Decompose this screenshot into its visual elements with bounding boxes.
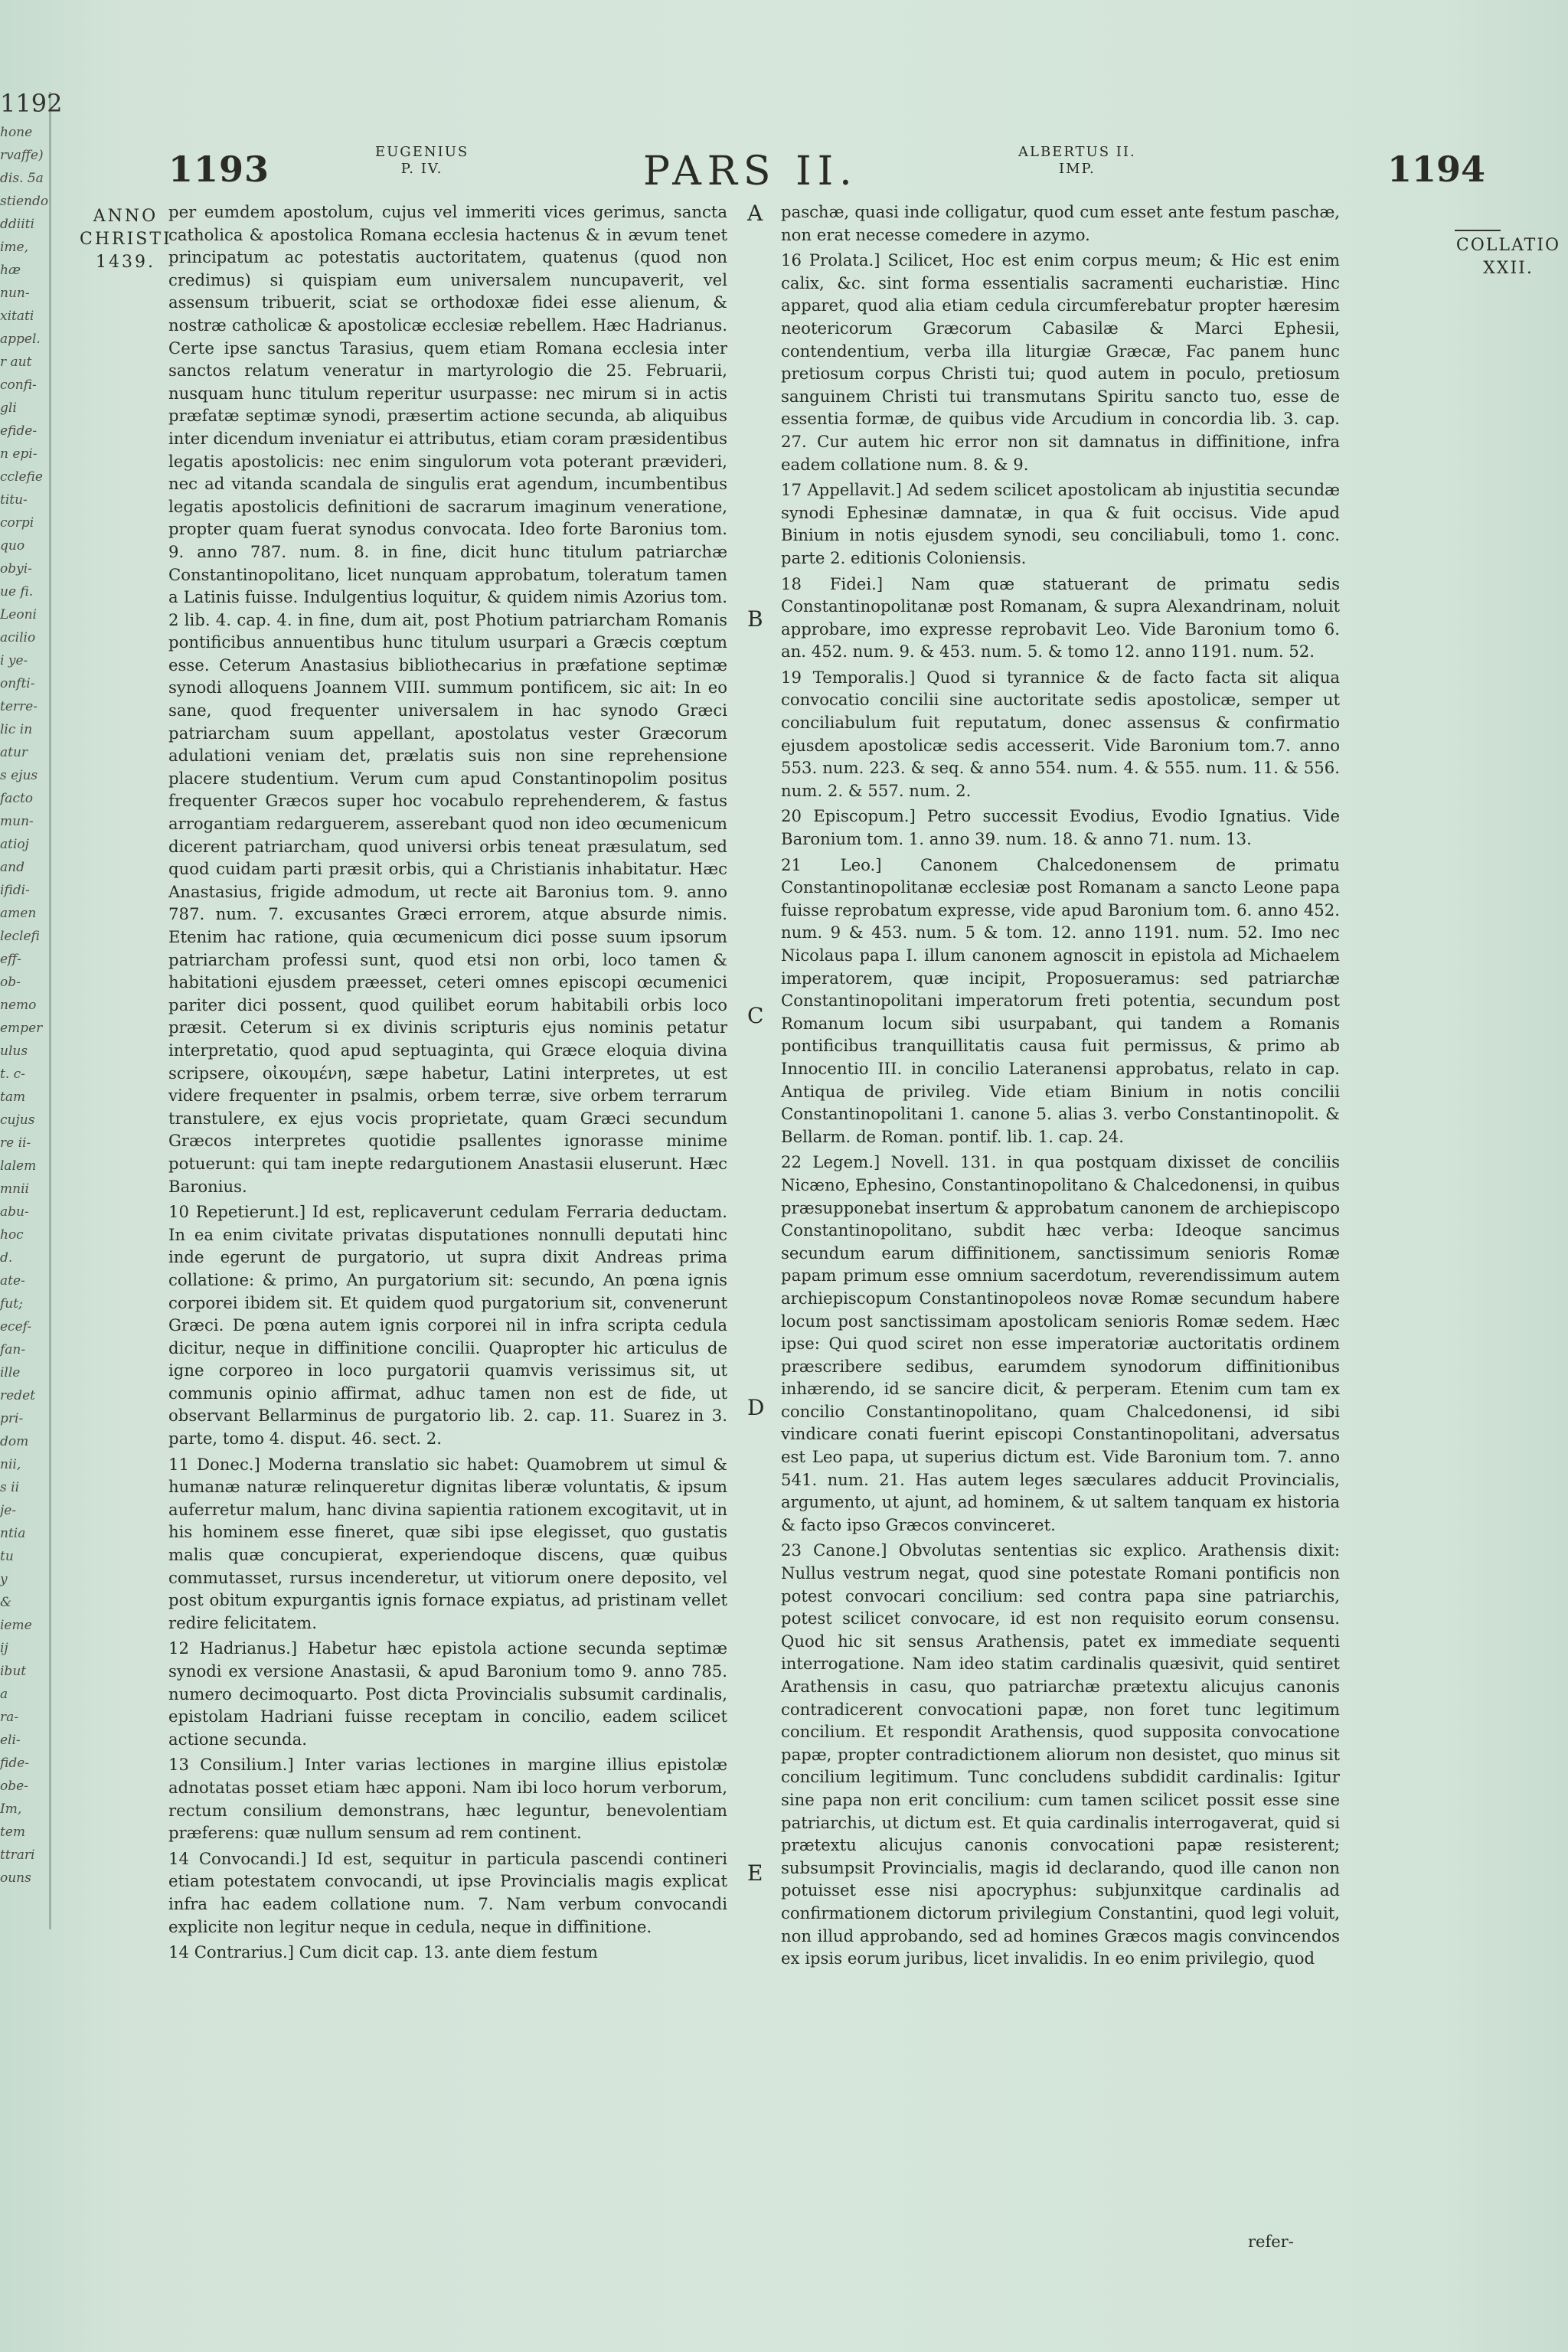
note-paragraph: 21 Leo.] Canonem Chalcedonensem de primatu Constantinopolitanæ ecclesiæ post Romanam a sancto Leone papa fuisse reprobatum expresse, vide apud Baronium tom. 6. anno 452. num. 9 & 453. num. 5 & tom. 12. anno 1191. num. 52. Imo nec Nicolaus papa I. illum canonem agnoscit in epistola ad Michaelem imperatorem, quæ incipit, Proposueramus: sed patriarchæ Constantinopolitani imperatorum freti potentia, secundum post Romanum locum sibi usurpabant, qui tandem a Romanis pontificibus tranquillitatis causa fuit permissus, & primo ab Innocentio III. in concilio Lateranensi approbatus, relato in cap. Antiqua de privileg. Vide etiam Binium in notis concilii Constantinopolitani 1. canone 5. alias 3. verbo Constantinopolit. & Bellarm. de Roman. pontif. lib. 1. cap. 24. (781, 854, 1340, 1146)
gutter-fragment: confi- (0, 377, 37, 393)
gutter-fragment: d. (0, 1250, 13, 1266)
gutter-fragment: tam (0, 1089, 26, 1105)
gutter-fragment: emper (0, 1021, 43, 1036)
note-paragraph: 16 Prolata.] Scilicet, Hoc est enim corpus meum; & Hic est enim calix, &c. sint forma essentialis sacramenti eucharistiæ. Hinc apparet, quod alia etiam cedula circumferebatur propter hæresim neotericorum Græcorum Cabasilæ & Marci Ephesii, contendentium, verba illa liturgiæ Græcæ, Fac panem hunc pretiosum corpus Christi tui; quod autem in poculo, pretiosum sanguinem Christi tui transmutans Spiritu sancto tuo, esse de essentia formæ, de quibus vide Arcudium in concordia lib. 3. cap. 27. Cur autem hic error non sit damnatus in diffinitione, infra eadem collatione num. 8. & 9. (781, 250, 1340, 474)
gutter-fragment: ecef- (0, 1319, 32, 1334)
gutter-fragment: cujus (0, 1112, 35, 1128)
gutter-fragment: atioj (0, 837, 29, 852)
gutter-fragment: ue fi. (0, 584, 34, 599)
gutter-fragment: hone (0, 125, 33, 140)
gutter-fragment: re ii- (0, 1135, 31, 1151)
gutter-fragment: eli- (0, 1733, 21, 1748)
running-head-right-title: IMP. (1059, 161, 1096, 177)
note-paragraph: 19 Temporalis.] Quod si tyrannice & de facto facta sit aliqua convocatio concilii sine auctoritate sedis apostolicæ, semper ut conciliabulum fuit reputatum, donec assensus & confirmatio ejusdem apostolicæ sedis accesserit. Vide Baronium tom.7. anno 553. num. 223. & seq. & anno 554. num. 4. & 555. num. 11. & 556. num. 2. & 557. num. 2. (781, 667, 1340, 800)
gutter-fragment: ieme (0, 1618, 32, 1633)
gutter-fragment: s ii (0, 1480, 20, 1495)
gutter-fragment: dis. 5a (0, 171, 44, 186)
gutter-fragment: ntia (0, 1526, 26, 1541)
gutter-fragment: terre- (0, 699, 38, 714)
section-letter-d: D (747, 1395, 765, 1420)
gutter-fragments (0, 121, 49, 1890)
gutter-fragment: nemo (0, 998, 37, 1013)
gutter-fragment: cclefie (0, 469, 43, 485)
gutter-fragment: acilio (0, 630, 36, 645)
note-paragraph: 12 Hadrianus.] Habetur hæc epistola actione secunda septimæ synodi ex versione Anastasii, & apud Baronium tomo 9. anno 785. numero decimoquarto. Post dicta Provincialis subsumit cardinalis, epistolam Hadriani fuisse receptam in concilio, eadem scilicet actione secunda. (168, 1638, 727, 1749)
gutter-fragment: ulus (0, 1044, 28, 1059)
gutter-fragment: abu- (0, 1204, 29, 1220)
running-head-right-name: ALBERTUS II. (1018, 144, 1136, 160)
section-letter-b: B (747, 606, 763, 632)
gutter-fragment: lalem (0, 1158, 37, 1174)
section-letters (744, 201, 775, 2191)
gutter-fragment: & (0, 1595, 12, 1610)
gutter-fragment: leclefi (0, 929, 40, 944)
gutter-fragment: fan- (0, 1342, 26, 1357)
gutter-fragment: mnii (0, 1181, 29, 1197)
gutter-fragment: obyi- (0, 561, 32, 577)
page-header (168, 144, 1485, 198)
note-paragraph: paschæ, quasi inde colligatur, quod cum esset ante festum paschæ, non erat necesse comedere in azymo. (781, 202, 1340, 244)
page-number-right: 1194 (1387, 149, 1485, 190)
margin-anno: ANNO (93, 207, 158, 226)
running-head-right (1018, 144, 1136, 178)
previous-page-gutter (0, 89, 63, 1929)
running-head-left-title: P. IV. (400, 161, 443, 177)
margin-collatio-number: XXII. (1483, 259, 1534, 278)
gutter-fragment: nii, (0, 1457, 21, 1472)
section-letter-e: E (747, 1860, 763, 1886)
catchword: refer- (1248, 2233, 1294, 2251)
gutter-fragment: titu- (0, 492, 28, 508)
note-paragraph: 13 Consilium.] Inter varias lectiones in margine illius epistolæ adnotatas posset etiam hæc apponi. Nam ibi loco horum verborum, rectum consilium demonstrans, hæc leguntur, benevolentiam præferens: quæ nullum sensum ad rem continent. (168, 1755, 727, 1843)
gutter-fragment: onfti- (0, 676, 35, 691)
gutter-fragment: n epi- (0, 446, 38, 462)
gutter-fragment: ime, (0, 240, 29, 255)
gutter-fragment: quo (0, 538, 25, 554)
gutter-fragment: t. c- (0, 1067, 25, 1082)
gutter-fragment: Im, (0, 1802, 22, 1817)
left-column (168, 201, 727, 1967)
gutter-fragment: eff- (0, 952, 21, 967)
gutter-fragment: and (0, 860, 24, 875)
previous-page-number: 1192 (0, 89, 63, 118)
note-paragraph: 20 Episcopum.] Petro successit Evodius, Evodio Ignatius. Vide Baronium tom. 1. anno 39. num. 18. & anno 71. num. 13. (781, 806, 1340, 849)
gutter-fragment: gli (0, 400, 17, 416)
gutter-fragment: ouns (0, 1870, 31, 1886)
gutter-fragment: xitati (0, 309, 34, 324)
gutter-fragment: ttrari (0, 1847, 35, 1863)
running-head-left-name: EUGENIUS (375, 144, 469, 160)
gutter-fragment: atur (0, 745, 28, 760)
gutter-fragment: je- (0, 1503, 17, 1518)
gutter-fragment: rvaffe) (0, 148, 44, 163)
gutter-fragment: hoc (0, 1227, 24, 1243)
gutter-fragment: efide- (0, 423, 38, 439)
note-paragraph: per eumdem apostolum, cujus vel immeriti vices gerimus, sancta catholica & apostolica Romana ecclesia hactenus & in ævum tenet principatum ac potestatis auctoritatem, quatenus (quod non credimus) si quispiam eum universalem nuncupaverit, vel assensum tribuerit, sciat se orthodoxæ fidei esse alienum, & nostræ catholicæ & apostolicæ ecclesiæ rebellem. Hæc Hadrianus. Certe ipse sanctus Tarasius, quem etiam Romana ecclesia inter sanctos relatum veneratur in martyrologio die 25. Februarii, nusquam hunc titulum reperitur usurpasse: nec mirum si in actis præfatæ septimæ synodi, præsertim actione secunda, ab aliquibus inter dicendum inveniatur ei attributus, etiam coram præsidentibus legatis apostolicis: nec enim singulorum vota poterant prævideri, nec ad vitanda scandala de singulis erat agendum, incumbentibus legatis apostolicis definitioni de sacrarum imaginum veneratione, propter quam fuerat synodus convocata. Ideo forte Baronius tom. 9. anno 787. num. 8. in fine, dicit hunc titulum patriarchæ Constantinopolitano, licet nunquam approbatum, toleratum tamen a Latinis fuisse. Indulgentius loquitur, & quidem nimis Azorius tom. 2 lib. 4. cap. 4. in fine, dum ait, post Photium patriarcham Romanis pontificibus annuentibus hunc titulum usurpari a Græcis cœptum esse. Ceterum Anastasius bibliothecarius in præfatione septimæ synodi alloquens Joannem VIII. summum pontificem, sic ait: In eo sane, quod frequenter universalem in hac synodo Græci patriarcham suum appellant, apostolatus vester Græcorum adulationi veniam det, prælatis suis non sine reprehensione placere studentium. Verum cum apud Constantinopolim positus frequenter Græcos super hoc vocabulo reprehenderem, & fastus arrogantiam redarguerem, asserebant quod non ideo œcumenicum dicerent patriarcham, quod universi orbis teneat præsulatum, sed quod cuidam parti præsit orbis, qui a Christianis inhabitatur. Hæc Anastasius, frigide admodum, ut recte ait Baronius tom. 9. anno 787. num. 7. excusantes Græci errorem, atque absurde nimis. Etenim hac ratione, quia œcumenicum dici posse suum ipsorum patriarcham professi sunt, quod etsi non orbi, loco tamen & habitationi ejusdem præesset, ceteri omnes episcopi œcumenici pariter dici possent, quod quilibet eorum habitabili orbis loco præsit. Ceterum si ex divinis scripturis ejus nominis petatur interpretatio, quod apud septuaginta, qui Græce eloquia divina scripsere, οἰκουμένη, sæpe habetur, Latini interpretes, ut est videre frequenter in psalmis, orbem terræ, sive orbem terrarum transtulere, ex ejus vocis proprietate, quam Græci secundum Græcos interpretes quotidie psallentes ignorasse minime potuerunt: qui tam inepte redargutionem Anastasii eluserunt. Hæc Baronius. (168, 202, 727, 1196)
gutter-fragment: amen (0, 906, 37, 921)
section-letter-a: A (747, 201, 763, 226)
right-column (781, 201, 1340, 1973)
note-paragraph: 14 Contrarius.] Cum dicit cap. 13. ante diem festum (168, 1942, 598, 1962)
gutter-fragment: appel. (0, 332, 41, 347)
note-paragraph: 14 Convocandi.] Id est, sequitur in particula pascendi contineri etiam potestatem convocandi, ut ipse Provincialis magis explicat infra hac eadem collatione num. 7. Nam verbum convocandi explicite non legitur neque in cedula, neque in diffinitione. (168, 1848, 727, 1936)
gutter-fragment: facto (0, 791, 34, 806)
gutter-fragment: mun- (0, 814, 34, 829)
margin-christi: CHRISTI (80, 230, 172, 249)
gutter-fragment: Leoni (0, 607, 37, 622)
gutter-fragment: ra- (0, 1710, 19, 1725)
gutter-fragment: ifidi- (0, 883, 30, 898)
note-paragraph: 17 Appellavit.] Ad sedem scilicet apostolicam ab injustitia secundæ synodi Ephesinæ damnatæ, in qua & fuit occisus. Vide apud Binium in notis ejusdem synodi, seu conciliabuli, tomo 1. conc. parte 2. editionis Coloniensis. (781, 480, 1340, 567)
gutter-fragment: ij (0, 1641, 8, 1656)
gutter-fragment: a (0, 1687, 8, 1702)
gutter-fragment: fut; (0, 1296, 23, 1312)
gutter-fragment: redet (0, 1388, 35, 1403)
gutter-fragment: ddiiti (0, 217, 34, 232)
note-paragraph: 10 Repetierunt.] Id est, replicaverunt cedulam Ferraria deductam. In ea enim civitate privatas disputationes nonnulli deputati hinc inde egerunt de purgatorio, ut supra dixit Andreas prima collatione: & primo, An purgatorium sit: secundo, An pœna ignis corporei ibidem sit. Et quidem quod purgatorium sit, convenerunt Græci. De pœna autem ignis corporei nil in infra scripta cedula dicitur, neque in diffinitione concilii. Quapropter hic articulus de igne corporeo in loco purgatorii quamvis verissimus sit, ut communis opinio affirmat, adhuc tamen non est de fide, ut observant Bellarminus de purgatorio lib. 2. cap. 11. Suarez in 3. parte, tomo 4. disput. 46. sect. 2. (168, 1202, 727, 1449)
gutter-fragment: i ye- (0, 653, 28, 668)
gutter-fragment: hæ (0, 263, 21, 278)
gutter-fragment: ille (0, 1365, 21, 1380)
gutter-fragment: ob- (0, 975, 21, 990)
margin-collatio-note (1455, 230, 1562, 280)
page-title: PARS II. (643, 149, 858, 194)
gutter-fragment: tem (0, 1824, 26, 1840)
gutter-fragment: s ejus (0, 768, 38, 783)
gutter-fragment: ibut (0, 1664, 27, 1679)
note-paragraph: 11 Donec.] Moderna translatio sic habet: Quamobrem ut simul & humanæ naturæ relinqueretur dignitas liberæ voluntatis, & ipsum auferretur malum, hanc divina sapientia rationem excogitavit, ut in his hominem esse fineret, quæ sibi ipse elegisset, quo gustatis malis quæ concupierat, experiendoque discens, quæ quibus commutasset, rursus incenderetur, ut vitiorum onere deposito, vel post obitum expurgantis ignis fornace expiatus, ad pristinam vellet redire felicitatem. (168, 1454, 727, 1632)
gutter-fragment: fide- (0, 1756, 30, 1771)
running-head-left (375, 144, 469, 178)
gutter-fragment: tu (0, 1549, 14, 1564)
gutter-fragment: obe- (0, 1779, 28, 1794)
gutter-fragment: nun- (0, 286, 30, 301)
gutter-fragment: stiendo (0, 194, 49, 209)
margin-collatio: COLLATIO (1455, 236, 1561, 255)
margin-rule (1455, 230, 1501, 231)
gutter-fragment: corpi (0, 515, 34, 531)
gutter-fragment: dom (0, 1434, 29, 1449)
gutter-fragment: r aut (0, 354, 32, 370)
note-paragraph: 23 Canone.] Obvolutas sententias sic explico. Arathensis dixit: Nullus vestrum negat, quod sine potestate Romani pontificis non potest convocari concilium: sed contra papa sine patriarchis, potest scilicet convocare, id est non requisito eorum consensu. Quod hic sit sensus Arathensis, patet ex immediate sequenti interrogatione. Nam ideo statim cardinalis quæsivit, quid sentiret Arathensis in casu, quo patriarchæ prætextu alicujus canonis contradicerent convocationi papæ, non foret tunc legitimum concilium. Et respondit Arathensis, quod supposita convocatione papæ, propter contradictionem aliorum non desistet, quo minus sit concilium legitimum. Tunc concludens subdidit cardinalis: Igitur sine papa non erit concilium: cum tamen scilicet possit esse sine patriarchis, ut dictum est. Et quia cardinalis interrogaverat, quid si prætextu alicujus canonis convocationi papæ resisterent; subsumpsit Provincialis, magis id declarando, quod ille canon non potuisset esse nisi apocryphus: subjunxitque cardinalis ad confirmationem dictorum privilegium Constantini, quod legi voluit, non illud approbando, sed ad homines Græcos magis convincendos ex ipsis eorum juribus, licet invalidis. In eo enim privilegio, quod (781, 1540, 1340, 1968)
note-paragraph: 18 Fidei.] Nam quæ statuerant de primatu sedis Constantinopolitanæ post Romanam, & supra Alexandrinam, noluit approbare, imo expresse reprobavit Leo. Vide Baronium tomo 6. an. 452. num. 9. & 453. num. 5. & tomo 12. anno 1191. num. 52. (781, 573, 1340, 662)
gutter-fragment: pri- (0, 1411, 24, 1426)
margin-year-note (80, 205, 172, 274)
gutter-fragment: lic in (0, 722, 33, 737)
gutter-fragment: ate- (0, 1273, 25, 1289)
gutter-fragment: y (0, 1572, 8, 1587)
margin-year: 1439. (96, 253, 155, 272)
section-letter-c: C (747, 1003, 764, 1028)
note-paragraph: 22 Legem.] Novell. 131. in qua postquam dixisset de conciliis Nicæno, Ephesino, Constantinopolitano & Chalcedonensi, in quibus præsupponebat insertum & approbatum canonem de archiepiscopo Constantinopolitano, subdit hæc verba: Ideoque sancimus secundum earum diffinitionem, sanctissimum senioris Romæ papam primum esse omnium sacerdotum, reverendissimum autem archiepiscopum Constantinopoleos novæ Romæ secundum habere locum post sanctissimam apostolicam senioris Romæ sedem. Hæc ipse: Qui quod sciret non esse imperatoriæ auctoritatis ordinem præscribere sedibus, earumdem synodorum diffinitionibus inhærendo, id se sancire dicit, & perperam. Etenim cum tam ex concilio Constantinopolitano, quam Chalcedonensi, id sibi vindicare conati fuerint episcopi Constantinopolitani, adversatus est Leo papa, ut superius dictum est. Vide Baronium tom. 7. anno 541. num. 21. Has autem leges sæculares adducit Provincialis, argumento, ut ajunt, ad hominem, & ut saltem tanquam ex historia & facto ipso Græcos convinceret. (781, 1152, 1340, 1534)
page-number-left: 1193 (168, 149, 270, 190)
